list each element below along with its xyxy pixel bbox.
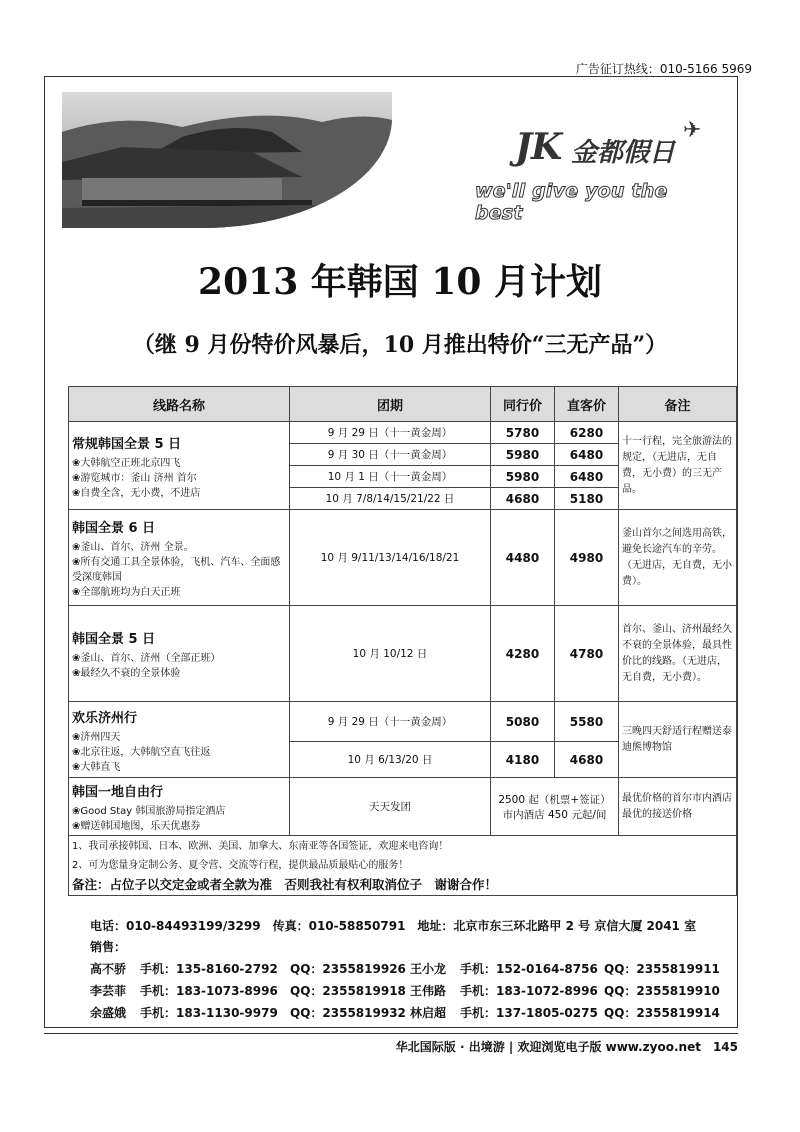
sales-mobile: 手机：152-0164-8756 <box>460 962 598 976</box>
peer-price: 5980 <box>491 466 555 488</box>
logo-chinese-name: 金都假日 <box>571 138 676 168</box>
footer-divider <box>44 1033 738 1034</box>
table-row <box>69 702 737 742</box>
page-footer: 华北国际版 · 出境游 | 欢迎浏览电子版 www.zyoo.net 145 <box>395 1040 738 1054</box>
table-header-row <box>69 387 737 422</box>
notes-row <box>69 836 737 896</box>
sales-mobile: 手机：183-1072-8996 <box>460 984 598 998</box>
sales-mobile: 手机：183-1130-9979 <box>140 1006 278 1020</box>
col-header-route: 线路名称 <box>69 387 290 422</box>
list-item: ❀所有交通工具全景体验，飞机、汽车、全面感受深度韩国 <box>72 557 281 583</box>
list-item: ❀大韩直飞 <box>72 761 121 773</box>
peer-price: 4280 <box>491 606 555 702</box>
sales-name: 高不骄 <box>90 962 127 976</box>
date-cell: 10 月 1 日（十一黄金周） <box>290 466 491 488</box>
page-subtitle: （继 9 月份特价风暴后，10 月推出特价“三无产品”） <box>132 332 668 358</box>
note-item: 2、可为您量身定制公务、夏令营、交流等行程，提供最品质最贴心的服务！ <box>72 860 409 871</box>
peer-price: 4180 <box>491 742 555 778</box>
route-name: 韩国全景 5 日 <box>72 632 156 647</box>
ad-hotline: 广告征订热线：010-5166 5969 <box>575 62 752 76</box>
date-cell: 10 月 10/12 日 <box>290 606 491 702</box>
price-cell <box>491 778 619 836</box>
route-cell <box>69 510 290 606</box>
peer-price: 5780 <box>491 422 555 444</box>
logo-tagline: we'll give you the best <box>475 180 668 224</box>
route-cell <box>69 702 290 778</box>
list-item: ❀大韩航空正班北京四飞 <box>72 457 181 469</box>
peer-price: 4680 <box>491 488 555 510</box>
list-item: ❀游览城市：釜山 济州 首尔 <box>72 472 197 484</box>
price-line: 市内酒店 450 元起/间 <box>502 808 607 821</box>
contact-info <box>90 916 696 958</box>
direct-price: 4780 <box>555 606 619 702</box>
direct-price: 4680 <box>555 742 619 778</box>
tour-plan-table <box>68 386 737 896</box>
price-line: 2500 起（机票+签证） <box>498 793 611 806</box>
table-row <box>69 510 737 606</box>
route-name: 欢乐济州行 <box>72 710 138 726</box>
direct-price: 6280 <box>555 422 619 444</box>
list-item: ❀釜山、首尔、济州 全景。 <box>72 542 194 553</box>
date-cell: 天天发团 <box>290 778 491 836</box>
list-item: ❀全部航班均为白天正班 <box>72 587 181 598</box>
date-cell: 10 月 6/13/20 日 <box>290 742 491 778</box>
list-item: ❀Good Stay 韩国旅游局指定酒店 <box>72 806 226 817</box>
list-item: ❀赠送韩国地图，乐天优惠券 <box>72 821 201 832</box>
direct-price: 5180 <box>555 488 619 510</box>
remark-cell: 十一行程，完全旅游法的规定，（无进店，无自费，无小费）的三无产品。 <box>619 422 737 510</box>
date-cell: 9 月 30 日（十一黄金周） <box>290 444 491 466</box>
direct-price: 5580 <box>555 702 619 742</box>
list-item: ❀最经久不衰的全景体验 <box>72 668 181 679</box>
logo-jk: JK <box>515 126 562 168</box>
date-cell: 10 月 9/11/13/14/16/18/21 <box>290 510 491 606</box>
sales-qq: QQ：2355819914 <box>604 1006 720 1020</box>
sales-qq: QQ：2355819926 <box>290 962 406 976</box>
col-header-direct-price: 直客价 <box>555 387 619 422</box>
route-cell <box>69 606 290 702</box>
sales-name: 王小龙 <box>410 962 447 976</box>
remark-cell: 釜山首尔之间选用高铁，避免长途汽车的辛劳。（无进店，无自费，无小费）。 <box>619 510 737 606</box>
route-name: 常规韩国全景 5 日 <box>72 436 182 452</box>
sales-qq: QQ：2355819932 <box>290 1006 406 1020</box>
sales-mobile: 手机：135-8160-2792 <box>140 962 278 976</box>
date-cell: 10 月 7/8/14/15/21/22 日 <box>290 488 491 510</box>
remark-cell: 最优价格的首尔市内酒店最优的接送价格 <box>619 778 737 836</box>
notes-cell <box>69 836 737 896</box>
direct-price: 4980 <box>555 510 619 606</box>
remark-cell: 三晚四天舒适行程赠送泰迪熊博物馆 <box>619 702 737 778</box>
peer-price: 4480 <box>491 510 555 606</box>
sales-name: 王伟路 <box>410 984 447 998</box>
route-name: 韩国一地自由行 <box>72 785 164 800</box>
route-name: 韩国全景 6 日 <box>72 521 156 536</box>
date-cell: 9 月 29 日（十一黄金周） <box>290 422 491 444</box>
sales-qq: QQ：2355819918 <box>290 984 406 998</box>
page-title: 2013 年韩国 10 月计划 <box>198 261 602 303</box>
direct-price: 6480 <box>555 466 619 488</box>
sales-label: 销售： <box>90 940 127 954</box>
sales-qq: QQ：2355819911 <box>604 962 720 976</box>
peer-price: 5080 <box>491 702 555 742</box>
contact-line: 电话：010-84493199/3299 传真：010-58850791 地址：北京市东三环北路甲 2 号 京信大厦 2041 室 <box>90 919 697 933</box>
peer-price: 5980 <box>491 444 555 466</box>
table-row <box>69 778 737 836</box>
sales-name: 李芸菲 <box>90 984 127 998</box>
brand-logo <box>475 118 715 224</box>
direct-price: 6480 <box>555 444 619 466</box>
remark-cell: 首尔、釜山、济州最经久不衰的全景体验，最具性价比的线路。（无进店，无自费，无小费）。 <box>619 606 737 702</box>
route-cell <box>69 778 290 836</box>
date-cell: 9 月 29 日（十一黄金周） <box>290 702 491 742</box>
table-row <box>69 606 737 702</box>
route-cell <box>69 422 290 510</box>
list-item: ❀北京往返，大韩航空直飞往返 <box>72 746 211 758</box>
sales-name: 林启超 <box>410 1006 447 1020</box>
note-item: 1、我司承接韩国、日本、欧洲、美国、加拿大、东南亚等各国签证，欢迎来电咨询！ <box>72 841 449 852</box>
sales-name: 余盛娥 <box>90 1006 127 1020</box>
list-item: ❀自费全含，无小费，不进店 <box>72 487 201 499</box>
sales-mobile: 手机：183-1073-8996 <box>140 984 278 998</box>
list-item: ❀济州四天 <box>72 731 121 743</box>
col-header-remarks: 备注 <box>619 387 737 422</box>
list-item: ❀釜山、首尔、济州（全部正班） <box>72 653 221 664</box>
col-header-dates: 团期 <box>290 387 491 422</box>
table-row <box>69 422 737 444</box>
remark-line: 备注：占位子以交定金或者全款为准 否则我社有权利取消位子 谢谢合作！ <box>72 877 498 892</box>
col-header-peer-price: 同行价 <box>491 387 555 422</box>
airplane-icon: ✈ <box>683 118 702 143</box>
sales-mobile: 手机：137-1805-0275 <box>460 1006 598 1020</box>
sales-qq: QQ：2355819910 <box>604 984 720 998</box>
